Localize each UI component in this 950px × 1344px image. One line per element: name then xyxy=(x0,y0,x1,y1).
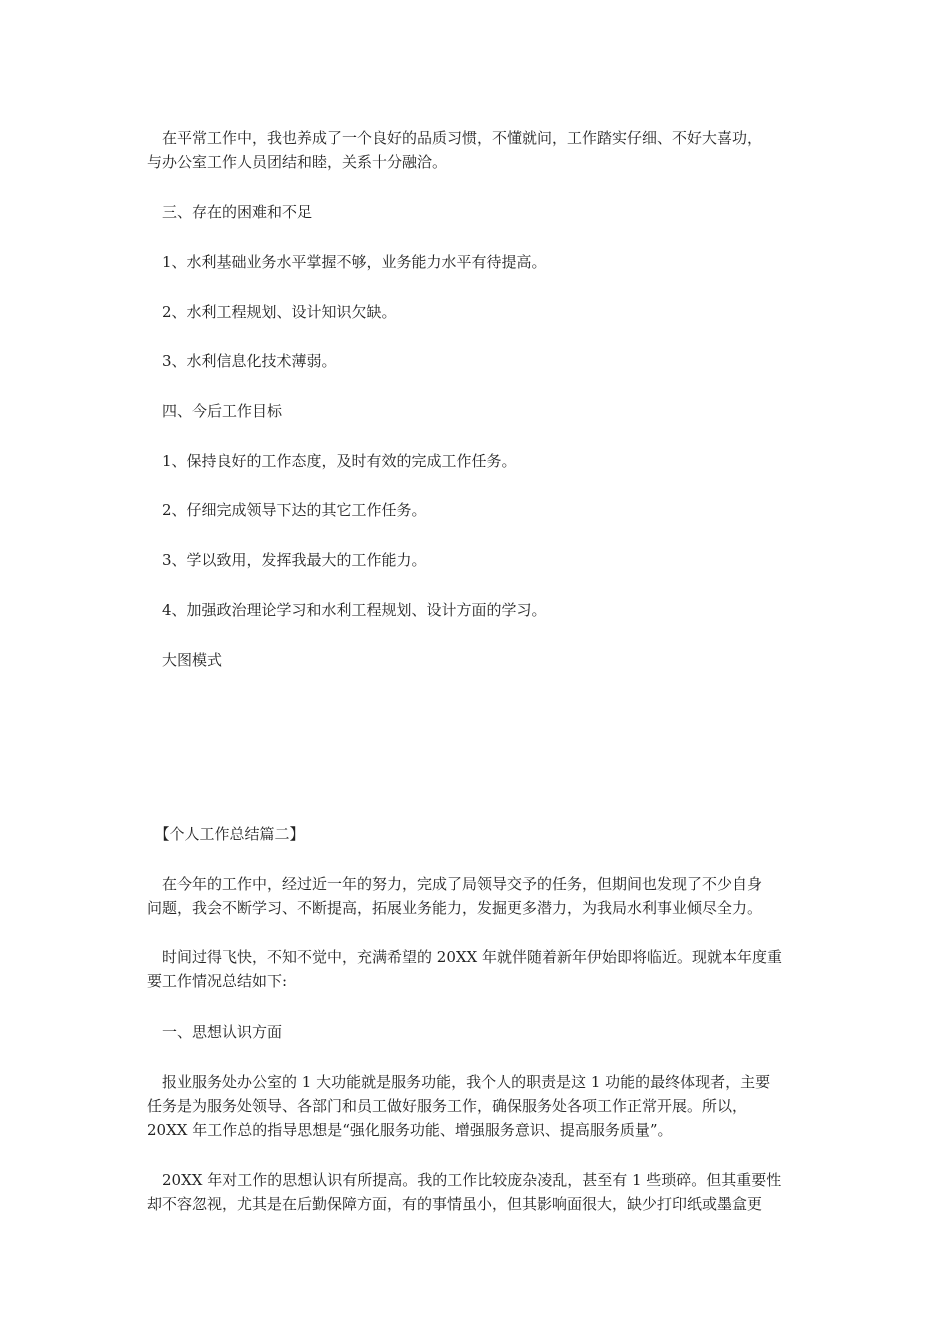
heading-thinking: 一、思想认识方面 xyxy=(147,1023,283,1041)
list-item-difficulty-1: 1、水利基础业务水平掌握不够，业务能力水平有待提高。 xyxy=(147,253,547,271)
list-item-difficulty-2: 2、水利工程规划、设计知识欠缺。 xyxy=(147,303,397,321)
large-image-mode-link[interactable]: 大图模式 xyxy=(147,651,223,669)
paragraph-service-function: 报业服务处办公室的 1 大功能就是服务功能，我个人的职责是这 1 功能的最终体现者，主要 任务是为服务处领导、各部门和员工做好服务工作，确保服务处各项工作正常开展。所以， 20XX 年工作总的指导思想是“强化服务功能、增强服务意识、提高服务质量”。 xyxy=(147,1073,771,1139)
paragraph-intro: 在今年的工作中，经过近一年的努力，完成了局领导交予的任务，但期间也发现了不少自身 问题，我会不断学习、不断提高，拓展业务能力，发掘更多潜力，为我局水利事业倾尽全力。 xyxy=(147,875,763,917)
section-title-part-two: 【个人工作总结篇二】 xyxy=(147,825,305,843)
heading-difficulties: 三、存在的困难和不足 xyxy=(147,203,313,221)
heading-future-goals: 四、今后工作目标 xyxy=(147,402,283,420)
paragraph-work-habits: 在平常工作中，我也养成了一个良好的品质习惯，不懂就问，工作踏实仔细、不好大喜功， 与办公室工作人员团结和睦，关系十分融洽。 xyxy=(147,129,763,171)
list-item-goal-1: 1、保持良好的工作态度，及时有效的完成工作任务。 xyxy=(147,452,517,470)
list-item-goal-4: 4、加强政治理论学习和水利工程规划、设计方面的学习。 xyxy=(147,601,547,619)
list-item-goal-2: 2、仔细完成领导下达的其它工作任务。 xyxy=(147,501,427,519)
list-item-difficulty-3: 3、水利信息化技术薄弱。 xyxy=(147,352,337,370)
paragraph-time-flies: 时间过得飞快，不知不觉中，充满希望的 20XX 年就伴随着新年伊始即将临近。现就本年度重 要工作情况总结如下: xyxy=(147,948,782,990)
list-item-goal-3: 3、学以致用，发挥我最大的工作能力。 xyxy=(147,551,427,569)
paragraph-work-recognition: 20XX 年对工作的思想认识有所提高。我的工作比较庞杂凌乱，甚至有 1 些琐碎。但其重要性 却不容忽视，尤其是在后勤保障方面，有的事情虽小，但其影响面很大，缺少打印纸或墨盒更 xyxy=(147,1171,782,1213)
